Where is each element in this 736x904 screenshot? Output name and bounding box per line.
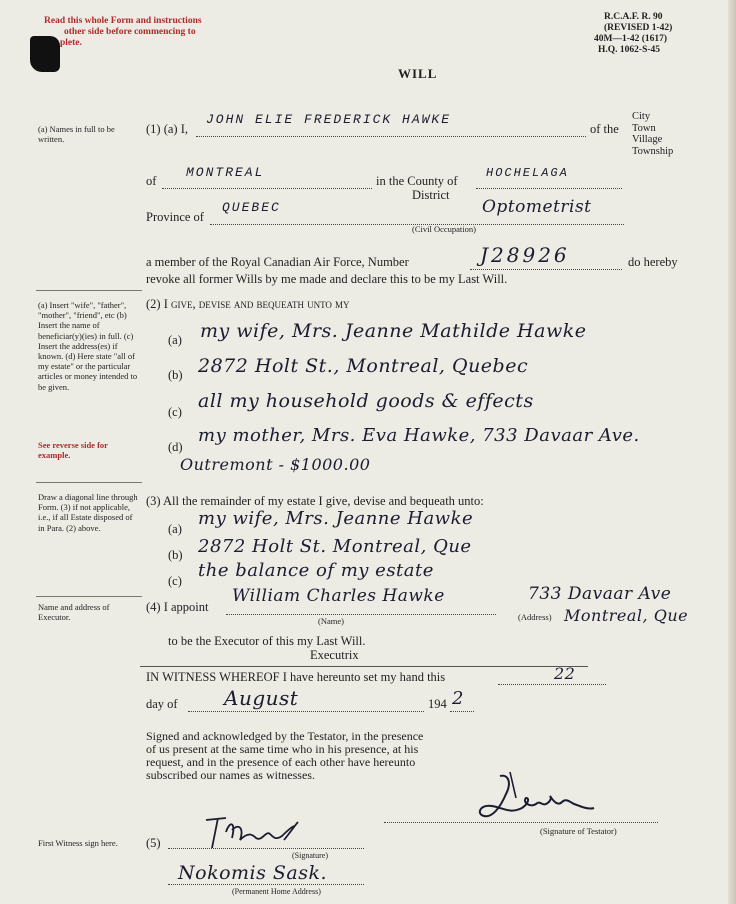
day-of-label: day of <box>146 697 178 711</box>
year-prefix: 194 <box>428 697 447 711</box>
instructions-line-2: other side before commencing to <box>64 27 196 37</box>
service-number: J28926 <box>480 243 570 267</box>
section4-label: (4) I appoint <box>146 600 209 614</box>
executor-name-caption: (Name) <box>318 616 344 626</box>
form-print-code: 40M—1-42 (1617) <box>594 34 668 44</box>
page-edge <box>728 0 736 904</box>
province-value: QUEBEC <box>222 200 281 215</box>
margin-note-executor: Name and address of Executor. <box>38 602 110 623</box>
of-the-label: of the <box>590 122 619 136</box>
form-hq-code: H.Q. 1062-S-45 <box>598 45 661 55</box>
attestation-text: Signed and acknowledged by the Testator, in the presence of us present at the same time who in his presence, at his request, and in the presence of each other have hereunto subscribed our names as witnesses. <box>146 729 424 782</box>
of-label: of <box>146 174 157 188</box>
bequest-a: my wife, Mrs. Jeanne Mathilde Hawke <box>200 320 587 342</box>
county-label: in the County of <box>376 174 458 188</box>
revoke-text: revoke all former Wills by me made and declare this to be my Last Will. <box>146 272 508 286</box>
section3-letter-b: (b) <box>168 548 183 562</box>
city-value: MONTREAL <box>186 165 265 180</box>
do-hereby-label: do hereby <box>628 255 678 269</box>
instructions-line-1: Read this whole Form and instructions <box>44 16 202 26</box>
witness-address: Nokomis Sask. <box>178 862 328 884</box>
form-number: R.C.A.F. R. 90 <box>604 12 663 22</box>
section3-label: (3) All the remainder of my estate I give, devise and bequeath unto: <box>146 494 484 508</box>
executrix-label: Executrix <box>310 648 359 662</box>
form-revision: (REVISED 1-42) <box>604 23 673 33</box>
member-text: a member of the Royal Canadian Air Force, Number <box>146 255 409 269</box>
section2-label: (2) I give, devise and bequeath unto my <box>146 297 350 311</box>
district-label: District <box>412 188 450 202</box>
executor-sentence: to be the Executor of this my Last Will. <box>168 634 366 648</box>
year-digit: 2 <box>452 688 464 709</box>
first-witness-signature <box>196 810 316 854</box>
margin-note-bequest: (a) Insert "wife", "father", "mother", "friend", etc (b) Insert the name of beneficiar(y)(ies) in full. (c) Insert the address(es) if known. (d) Here state "all of my estate" or the particular articles or money intended to be given. <box>38 300 138 392</box>
witness-signature-caption: (Signature) <box>292 851 328 860</box>
occupation-caption: (Civil Occupation) <box>412 224 476 234</box>
city-options: City Town Village Township <box>632 111 674 157</box>
occupation-value: Optometrist <box>482 197 592 217</box>
margin-note-see-reverse: See reverse side for example. <box>38 440 108 461</box>
bequest-d-continued: Outremont - $1000.00 <box>180 455 371 474</box>
witness-day: 22 <box>554 664 576 683</box>
executor-address-line-1: 733 Davaar Ave <box>528 584 672 604</box>
residue-a: my wife, Mrs. Jeanne Hawke <box>198 508 474 529</box>
executor-address-line-2: Montreal, Que <box>564 606 689 625</box>
testator-name: JOHN ELIE FREDERICK HAWKE <box>206 112 452 127</box>
section2-letter-c: (c) <box>168 405 182 419</box>
residue-c: the balance of my estate <box>198 560 434 581</box>
executor-address-caption: (Address) <box>518 612 552 622</box>
residue-b: 2872 Holt St. Montreal, Que <box>198 536 472 557</box>
section2-letter-a: (a) <box>168 333 182 347</box>
margin-note-names: (a) Names in full to be written. <box>38 124 115 145</box>
bequest-b: 2872 Holt St., Montreal, Quebec <box>198 355 529 377</box>
bequest-c: all my household goods & effects <box>198 390 534 412</box>
page-title: WILL <box>398 66 438 81</box>
executor-name: William Charles Hawke <box>232 586 445 606</box>
section3-letter-a: (a) <box>168 522 182 536</box>
witness-clause: IN WITNESS WHEREOF I have hereunto set my hand this <box>146 670 446 684</box>
province-label: Province of <box>146 210 204 224</box>
testator-signature-caption: (Signature of Testator) <box>540 826 617 836</box>
witness-month: August <box>224 686 299 710</box>
testator-signature <box>470 768 630 828</box>
section1-label: (1) (a) I, <box>146 122 188 136</box>
witness-number: (5) <box>146 836 161 850</box>
margin-note-diagonal: Draw a diagonal line through Form. (3) if not applicable, i.e., if all Estate disposed of in Para. (2) above. <box>38 492 138 533</box>
instructions-line-3: plete. <box>60 38 82 48</box>
section2-letter-b: (b) <box>168 368 183 382</box>
section3-letter-c: (c) <box>168 574 182 588</box>
bequest-d: my mother, Mrs. Eva Hawke, 733 Davaar Ave. <box>198 425 640 446</box>
county-value: HOCHELAGA <box>486 166 569 180</box>
first-witness-note: First Witness sign here. <box>38 838 118 848</box>
redaction-mark <box>30 36 60 72</box>
witness-address-caption: (Permanent Home Address) <box>232 887 321 896</box>
section2-letter-d: (d) <box>168 440 183 454</box>
